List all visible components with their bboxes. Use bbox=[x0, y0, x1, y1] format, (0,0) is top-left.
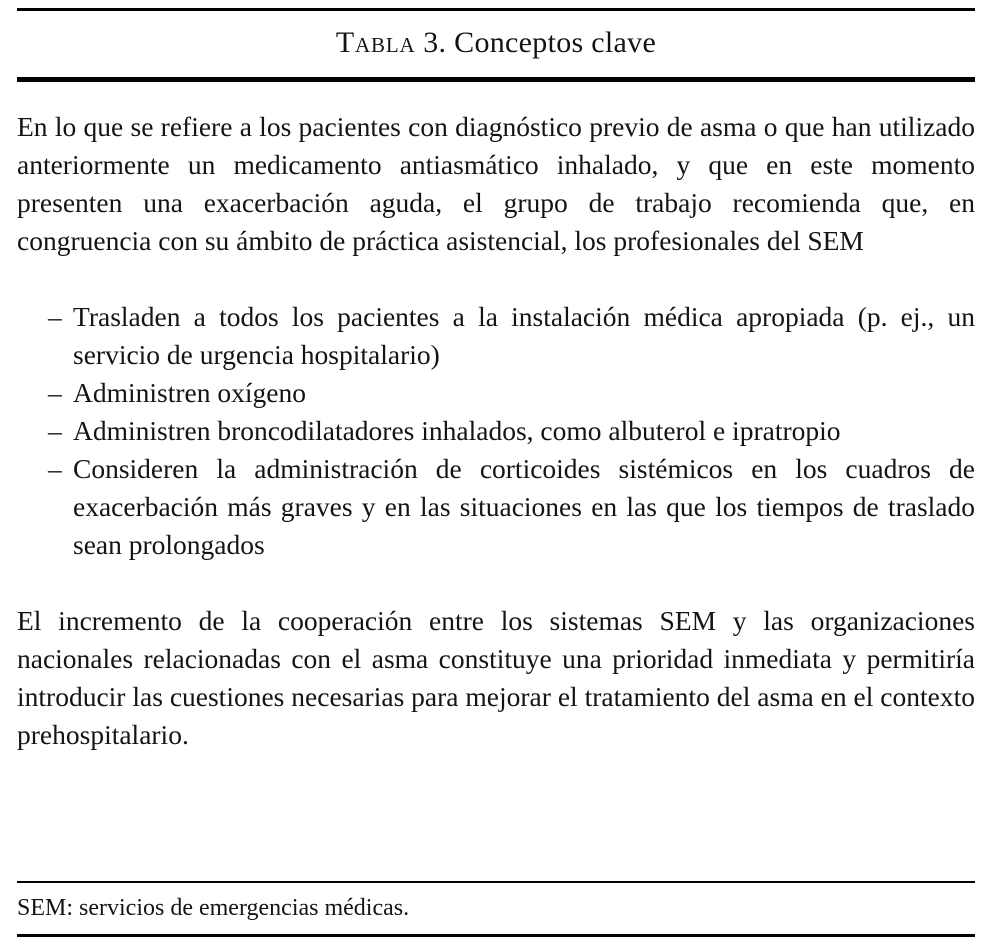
recommendations-list bbox=[17, 298, 975, 564]
list-item-text: Administren broncodilatadores inhalados, como albuterol e ipratropio bbox=[73, 415, 841, 446]
bullet-dash: – bbox=[48, 377, 62, 408]
footnote-text: SEM: servicios de emergencias médicas. bbox=[17, 895, 410, 921]
footnote-section bbox=[17, 881, 975, 937]
list-item-text: Trasladen a todos los pacientes a la instalación médica apropiada (p. ej., un servicio de urgencia hospitalario) bbox=[73, 301, 975, 370]
list-item bbox=[17, 412, 975, 450]
title-separator-rule bbox=[17, 77, 975, 82]
list-item bbox=[17, 298, 975, 374]
list-item bbox=[17, 374, 975, 412]
bullet-dash: – bbox=[48, 453, 62, 484]
bottom-rule bbox=[17, 934, 975, 937]
table-title bbox=[17, 26, 975, 60]
list-item-text: Consideren la administración de corticoides sistémicos en los cuadros de exacerbación más graves y en las situaciones en las que los tiempos de traslado sean prolongados bbox=[73, 453, 975, 560]
table-title-prefix: Tabla bbox=[335, 26, 416, 59]
closing-paragraph: El incremento de la cooperación entre los sistemas SEM y las organizaciones nacionales relacionadas con el asma constituye una prioridad inmediata y permitiría introducir las cuestiones necesarias para mejorar el tratamiento del asma en el contexto prehospitalario. bbox=[17, 605, 975, 750]
intro-paragraph: En lo que se refiere a los pacientes con diagnóstico previo de asma o que han utilizado anteriormente un medicamento antiasmático inhalado, y que en este momento presenten una exacerbación aguda, el grupo de trabajo recomienda que, en congruencia con su ámbito de práctica asistencial, los profesionales del SEM bbox=[17, 111, 975, 256]
bullet-dash: – bbox=[48, 301, 62, 332]
top-rule bbox=[17, 8, 975, 11]
bullet-dash: – bbox=[48, 415, 62, 446]
list-item bbox=[17, 450, 975, 564]
table-title-rest: 3. Conceptos clave bbox=[423, 26, 657, 59]
list-item-text: Administren oxígeno bbox=[73, 377, 306, 408]
footnote-rule bbox=[17, 881, 975, 883]
